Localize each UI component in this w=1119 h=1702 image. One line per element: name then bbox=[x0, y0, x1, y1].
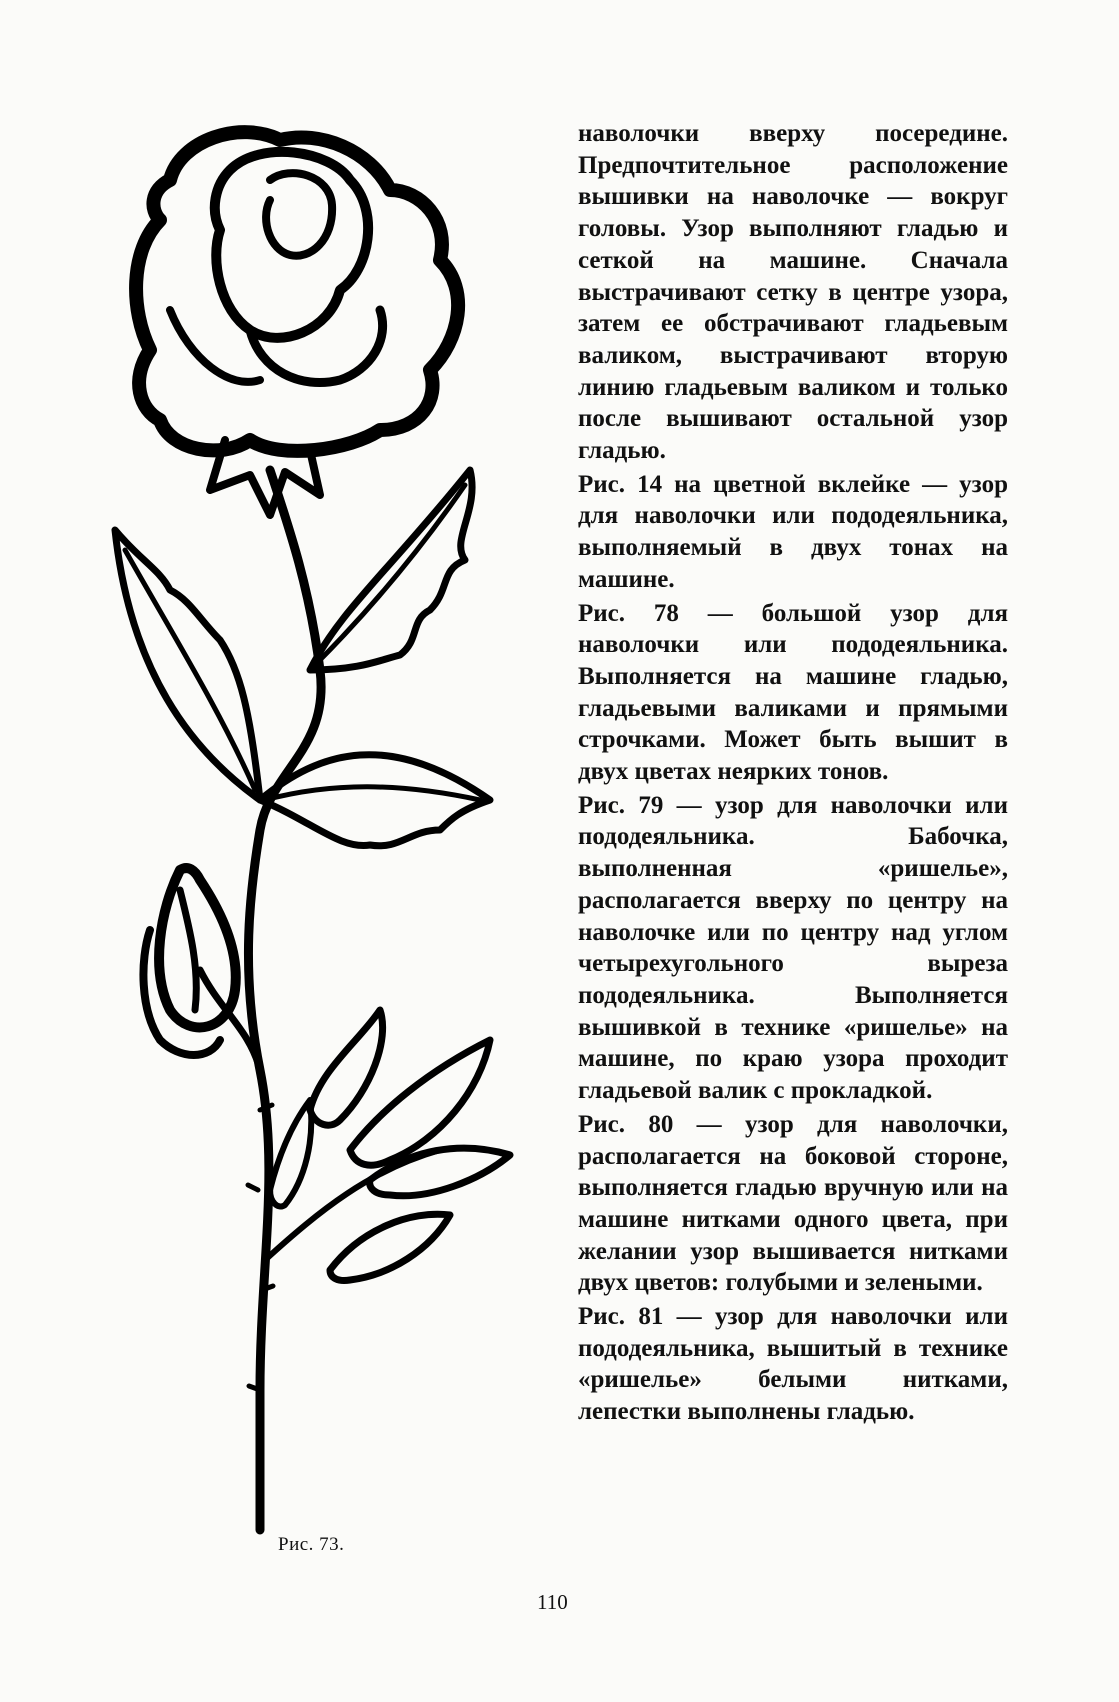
small-leaf-1 bbox=[310, 1010, 383, 1125]
figure-caption: Рис. 73. bbox=[278, 1534, 345, 1555]
rose-center bbox=[266, 173, 332, 256]
main-stem bbox=[248, 470, 321, 1530]
body-text bbox=[578, 118, 1008, 1428]
leaf-upper-right bbox=[310, 470, 472, 670]
rose-illustration bbox=[110, 110, 570, 1540]
small-leaf-5 bbox=[270, 1100, 311, 1207]
paragraph: Рис. 80 — узор для наволочки, располагается на боковой стороне, выполняется гладью вручную или на машине нитками одного цвета, при желании узор вышивается нитками двух цветов: голубыми и зелеными. bbox=[578, 1110, 1008, 1297]
rose-outer-petals bbox=[136, 132, 458, 451]
paragraph: Рис. 14 на цветной вклейке — узор для наволочки или пододеяльника, выполняемый в двух тонах на машине. bbox=[578, 470, 1008, 593]
paragraph: Рис. 79 — узор для наволочки или пододеяльника. Бабочка, выполненная «ришелье», располагается вверху по центру на наволочке или по центру над углом четырехугольного выреза пододеяльника. Выполняется вышивкой в технике «ришелье» на машине, по краю узора проходит гладьевой валик с прокладкой. bbox=[578, 791, 1008, 1105]
paragraph: Рис. 78 — большой узор для наволочки или пододеяльника. Выполняется на машине гладью, гладьевыми валиками и прямыми строчками. Может быть вышит в двух цветах неярких тонов. bbox=[578, 599, 1008, 786]
rose-inner-petals bbox=[215, 152, 368, 338]
paragraph: Рис. 81 — узор для наволочки или пододеяльника, вышитый в технике «ришелье» белыми нитками, лепестки выполнены гладью. bbox=[578, 1303, 1008, 1426]
page-number: 110 bbox=[537, 1590, 568, 1614]
paragraph: наволочки вверху посередине. Предпочтительное расположение вышивки на наволочке — вокруг головы. Узор выполняют гладью и сеткой на машине. Сначала выстрачивают сетку в центре узора, затем ее обстрачивают гладьевым валиком, выстрачивают вторую линию гладьевым валиком и только после вышивают остальной узор гладью. bbox=[578, 120, 1008, 465]
small-leaf-4 bbox=[330, 1214, 450, 1280]
